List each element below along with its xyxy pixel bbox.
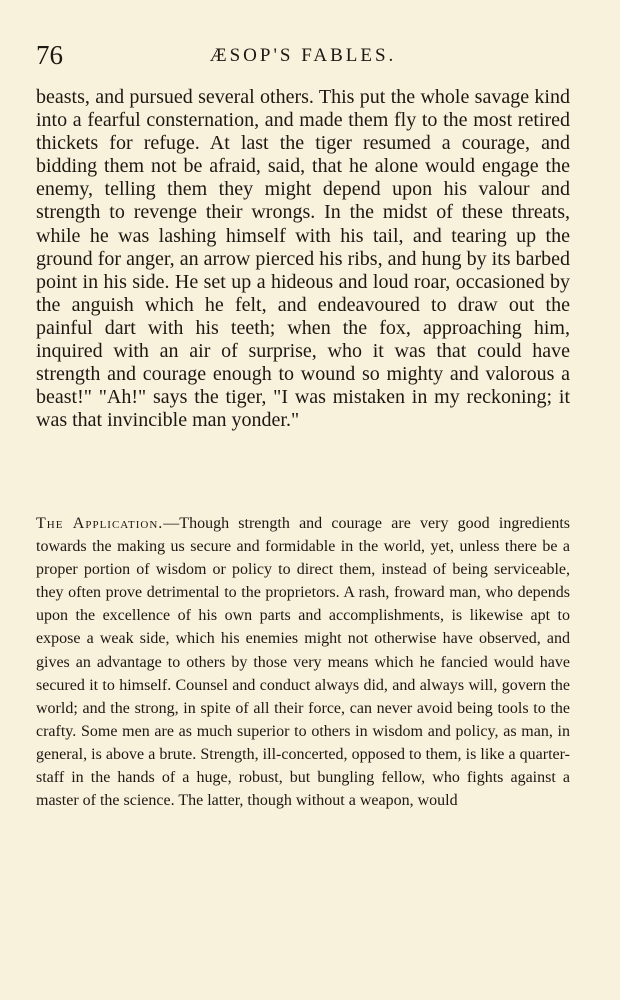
- running-head: [36, 40, 570, 70]
- page-number: 76: [36, 40, 63, 70]
- application-heading: The Application.: [36, 515, 164, 532]
- story-paragraph: beasts, and pursued several others. This put the whole savage kind into a fearful consternation, and made them fly to the most retired thickets for refuge. At last the tiger resumed a courage, and bidding them not be afraid, said, that he alone would engage the enemy, telling them they might depend upon his valour and strength to revenge their wrongs. In the midst of these threats, while he was lashing himself with his tail, and tearing up the ground for anger, an arrow pierced his ribs, and hung by its barbed point in his side. He set up a hideous and loud roar, occasioned by the anguish which he felt, and endeavoured to draw out the painful dart with his teeth; when the fox, approaching him, inquired with an air of surprise, who it was that could have strength and courage enough to wound so mighty and valorous a beast!" "Ah!" says the tiger, "I was mistaken in my reckoning; it was that invincible man yonder.": [36, 86, 570, 432]
- application-text: —Though strength and courage are very good ingredients towards the making us secure and formidable in the world, yet, unless there be a proper portion of wisdom or policy to direct them, instead of being serviceable, they often prove detrimental to the proprietors. A rash, froward man, who depends upon the excellence of his own parts and accomplishments, is likewise apt to expose a weak side, which his enemies might not otherwise have observed, and gives an advantage to others by those very means which he fancied would have secured it to himself. Counsel and conduct always did, and always will, govern the world; and the strong, in spite of all their force, can never avoid being tools to the crafty. Some men are as much superior to others in wisdom and policy, as man, in general, is above a brute. Strength, ill-concerted, opposed to them, is like a quarter-staff in the hands of a huge, robust, but bungling fellow, who fights against a master of the science. The latter, though without a weapon, would: [36, 515, 571, 810]
- running-title: ÆSOP'S FABLES.: [209, 45, 397, 66]
- application-paragraph: [36, 512, 570, 812]
